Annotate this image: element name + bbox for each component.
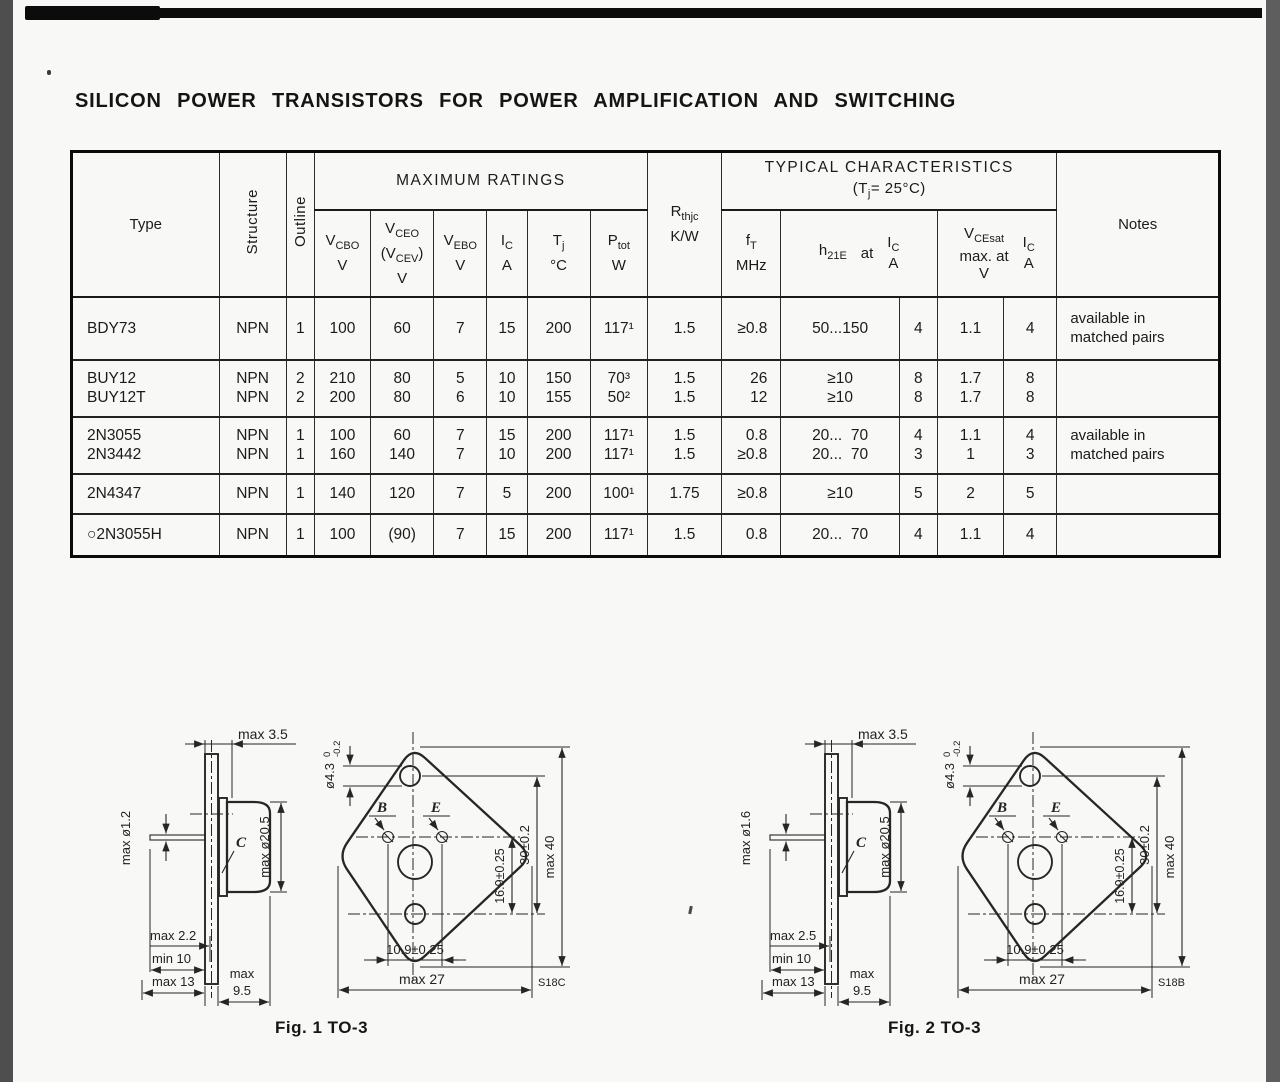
svg-text:max ø20.5: max ø20.5	[877, 816, 892, 878]
header-rthjc: $R_{thjc}$ K/W	[647, 152, 721, 297]
ratings-table-wrapper	[70, 150, 1221, 558]
cell-tj: 200	[527, 474, 590, 514]
svg-text:min 10: min 10	[772, 951, 812, 966]
cell-structure: NPN	[219, 514, 286, 557]
svg-text:ø4.3: ø4.3	[942, 762, 957, 790]
scan-right-strip	[1266, 0, 1280, 1082]
cell-h21e_ic: 4	[899, 297, 937, 360]
cell-tj: 150 155	[527, 360, 590, 417]
svg-text:ø4.3: ø4.3	[322, 762, 337, 790]
cell-notes	[1057, 360, 1220, 417]
fig2-front-view	[942, 732, 1190, 998]
cell-tj: 200 200	[527, 417, 590, 474]
svg-text:30±0.2: 30±0.2	[1137, 825, 1152, 865]
scan-top-bar-blob	[25, 6, 160, 20]
svg-text:0: 0	[942, 751, 953, 757]
cell-vcesat_ic: 4 3	[1004, 417, 1057, 474]
cell-tj: 200	[527, 297, 590, 360]
cell-ic: 5	[487, 474, 527, 514]
fig2-caption: Fig. 2 TO-3	[888, 1018, 982, 1037]
transistor-table	[70, 150, 1221, 558]
cell-ptot: 70³ 50²	[590, 360, 647, 417]
header-outline: Outline	[286, 152, 314, 297]
cell-vcesat_ic: 4	[1004, 297, 1057, 360]
header-vceo: $V_{CEO}$ $(V_{CEV})$ V	[371, 210, 434, 297]
cell-type: 2N3055 2N3442	[72, 417, 220, 474]
cell-ic: 15 10	[487, 417, 527, 474]
cell-tj: 200	[527, 514, 590, 557]
svg-text:max ø1.6: max ø1.6	[738, 810, 753, 866]
cell-outline: 1	[286, 474, 314, 514]
cell-ptot: 117¹	[590, 514, 647, 557]
fig1-front-view	[322, 732, 570, 998]
cell-structure: NPN	[219, 297, 286, 360]
cell-notes: available in matched pairs	[1057, 417, 1220, 474]
svg-text:max ø1.2: max ø1.2	[118, 810, 133, 866]
header-structure: Structure	[219, 152, 286, 297]
svg-text:E: E	[430, 800, 442, 816]
svg-text:C: C	[236, 835, 247, 851]
svg-text:9.5: 9.5	[232, 983, 252, 998]
cell-vceo: 120	[371, 474, 434, 514]
svg-text:0: 0	[322, 751, 333, 757]
cell-vcesat: 1.7 1.7	[937, 360, 1003, 417]
svg-text:max 13: max 13	[152, 974, 195, 989]
cell-type: BUY12 BUY12T	[72, 360, 220, 417]
cell-h21e_ic: 5	[899, 474, 937, 514]
cell-vcesat: 1.1	[937, 514, 1003, 557]
cell-outline: 1 1	[286, 417, 314, 474]
header-ic: $I_C$ A	[487, 210, 527, 297]
svg-text:max: max	[849, 966, 875, 981]
cell-vceo: 80 80	[371, 360, 434, 417]
svg-text:C: C	[856, 835, 867, 851]
svg-text:10.9±0.25: 10.9±0.25	[1006, 942, 1064, 957]
fig1-code: S18C	[538, 977, 566, 989]
header-ptot: $P_{tot}$ W	[590, 210, 647, 297]
cell-h21e: 20... 70 20... 70	[781, 417, 899, 474]
fig2-side-view	[738, 726, 916, 1006]
cell-vebo: 7 7	[434, 417, 487, 474]
svg-text:max 2.5: max 2.5	[770, 928, 817, 943]
cell-vebo: 7	[434, 514, 487, 557]
cell-vcbo: 100 160	[314, 417, 370, 474]
cell-vceo: 60	[371, 297, 434, 360]
header-vcbo: $V_{CBO}$ V	[314, 210, 370, 297]
cell-vcesat: 1.1 1	[937, 417, 1003, 474]
cell-vcbo: 140	[314, 474, 370, 514]
table-row	[72, 360, 1220, 417]
cell-h21e: ≥10 ≥10	[781, 360, 899, 417]
fig1-side-view	[118, 726, 296, 1006]
cell-outline: 1	[286, 297, 314, 360]
cell-ic: 10 10	[487, 360, 527, 417]
cell-vcesat_ic: 4	[1004, 514, 1057, 557]
cell-h21e_ic: 8 8	[899, 360, 937, 417]
cell-structure: NPN NPN	[219, 360, 286, 417]
svg-text:max 3.5: max 3.5	[858, 726, 908, 742]
cell-ft: ≥0.8	[722, 297, 781, 360]
cell-ft: 0.8 ≥0.8	[722, 417, 781, 474]
svg-text:min 10: min 10	[152, 951, 192, 966]
fig2-to3-drawing	[720, 714, 1220, 1024]
cell-vcesat: 2	[937, 474, 1003, 514]
table-row	[72, 297, 1220, 360]
cell-rthjc: 1.5	[647, 297, 721, 360]
cell-vcbo: 100	[314, 514, 370, 557]
cell-notes: available in matched pairs	[1057, 297, 1220, 360]
header-tj: $T_j$ °C	[527, 210, 590, 297]
cell-vcesat_ic: 8 8	[1004, 360, 1057, 417]
fig1-to3-drawing	[100, 714, 600, 1024]
svg-text:10.9±0.25: 10.9±0.25	[386, 942, 444, 957]
svg-text:B: B	[376, 800, 388, 816]
cell-outline: 1	[286, 514, 314, 557]
table-row	[72, 514, 1220, 557]
cell-vcesat_ic: 5	[1004, 474, 1057, 514]
header-typical-characteristics: TYPICAL CHARACTERISTICS $(T_j= 25^\circ C)$	[722, 152, 1057, 210]
cell-type: BDY73	[72, 297, 220, 360]
cell-type: 2N4347	[72, 474, 220, 514]
cell-outline: 2 2	[286, 360, 314, 417]
header-vebo: $V_{EBO}$ V	[434, 210, 487, 297]
svg-text:16.9±0.25: 16.9±0.25	[493, 848, 507, 904]
cell-vceo: (90)	[371, 514, 434, 557]
svg-text:max 40: max 40	[1162, 835, 1177, 879]
cell-h21e: 50...150	[781, 297, 899, 360]
header-tj-condition: $(T_j= 25^\circ C)$	[852, 179, 926, 200]
header-notes: Notes	[1057, 152, 1220, 297]
scan-speck	[688, 906, 693, 914]
svg-text:9.5: 9.5	[852, 983, 872, 998]
cell-ptot: 117¹ 117¹	[590, 417, 647, 474]
scan-left-strip	[0, 0, 13, 1082]
cell-ft: 0.8	[722, 514, 781, 557]
cell-notes	[1057, 514, 1220, 557]
cell-ft: 26 12	[722, 360, 781, 417]
cell-structure: NPN	[219, 474, 286, 514]
cell-rthjc: 1.5	[647, 514, 721, 557]
cell-notes	[1057, 474, 1220, 514]
cell-vceo: 60 140	[371, 417, 434, 474]
cell-ft: ≥0.8	[722, 474, 781, 514]
svg-text:max 27: max 27	[1019, 971, 1065, 987]
svg-text:30±0.2: 30±0.2	[517, 825, 532, 865]
svg-text:max: max	[229, 966, 255, 981]
header-ft: $f_T$ MHz	[722, 210, 781, 297]
cell-ptot: 100¹	[590, 474, 647, 514]
svg-text:max 2.2: max 2.2	[150, 928, 197, 943]
header-maximum-ratings: MAXIMUM RATINGS	[314, 152, 647, 210]
svg-text:B: B	[996, 800, 1008, 816]
header-type: Type	[72, 152, 220, 297]
svg-text:-0.2: -0.2	[952, 740, 963, 757]
cell-ptot: 117¹	[590, 297, 647, 360]
cell-type: ○2N3055H	[72, 514, 220, 557]
svg-text:max 3.5: max 3.5	[238, 726, 288, 742]
cell-ic: 15	[487, 297, 527, 360]
cell-vebo: 5 6	[434, 360, 487, 417]
header-vcesat: $V_{CEsat}$ max. at V $I_C$ A	[937, 210, 1056, 297]
svg-text:E: E	[1050, 800, 1062, 816]
cell-vcbo: 100	[314, 297, 370, 360]
cell-h21e_ic: 4	[899, 514, 937, 557]
header-h21e: $h_{21E}$ at $I_C$ A	[781, 210, 938, 297]
table-row	[72, 474, 1220, 514]
cell-vebo: 7	[434, 297, 487, 360]
cell-vebo: 7	[434, 474, 487, 514]
svg-text:max ø20.5: max ø20.5	[257, 816, 272, 878]
svg-text:max 27: max 27	[399, 971, 445, 987]
cell-h21e: ≥10	[781, 474, 899, 514]
cell-structure: NPN NPN	[219, 417, 286, 474]
svg-text:max 40: max 40	[542, 835, 557, 879]
fig2-code: S18B	[1158, 977, 1185, 989]
page-title: SILICON POWER TRANSISTORS FOR POWER AMPLIFICATION AND SWITCHING	[75, 90, 957, 112]
cell-rthjc: 1.5 1.5	[647, 417, 721, 474]
cell-vcbo: 210 200	[314, 360, 370, 417]
table-body	[72, 297, 1220, 557]
scan-top-bar	[25, 8, 1262, 18]
cell-vcesat: 1.1	[937, 297, 1003, 360]
fig1-caption: Fig. 1 TO-3	[275, 1018, 369, 1037]
cell-h21e_ic: 4 3	[899, 417, 937, 474]
cell-rthjc: 1.75	[647, 474, 721, 514]
cell-ic: 15	[487, 514, 527, 557]
cell-rthjc: 1.5 1.5	[647, 360, 721, 417]
svg-text:max 13: max 13	[772, 974, 815, 989]
table-row	[72, 417, 1220, 474]
svg-text:-0.2: -0.2	[332, 740, 343, 757]
scan-speck	[47, 70, 51, 75]
cell-h21e: 20... 70	[781, 514, 899, 557]
svg-text:16.9±0.25: 16.9±0.25	[1113, 848, 1127, 904]
